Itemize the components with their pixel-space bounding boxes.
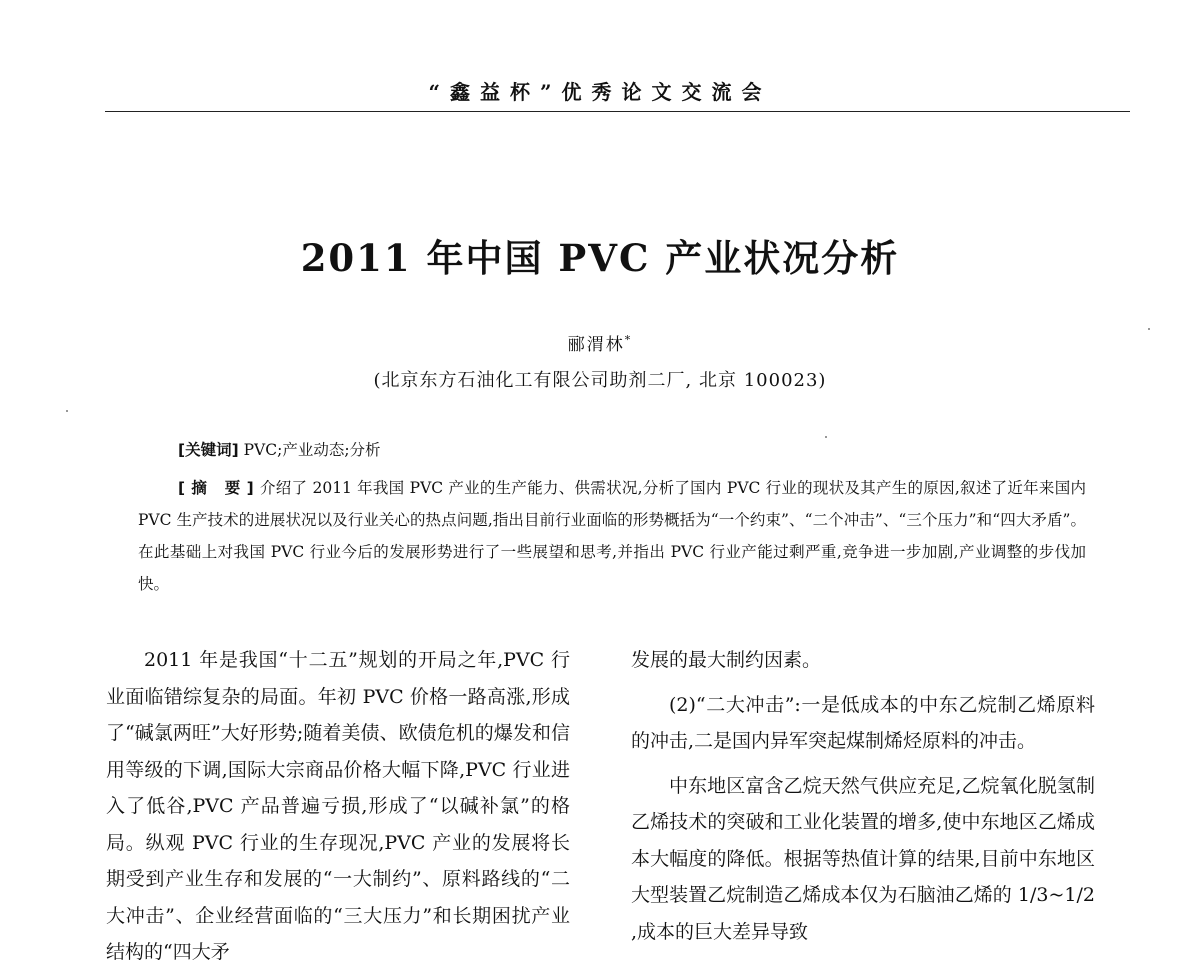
keywords-text: PVC;产业动态;分析 (243, 441, 381, 459)
author-line (0, 330, 1200, 355)
scan-speck (1148, 328, 1150, 330)
abstract-text: 介绍了 2011 年我国 PVC 产业的生产能力、供需状况,分析了国内 PVC 行业的现状及其产生的原因,叙述了近年来国内 PVC 生产技术的进展状况以及行业关心的热点问题,指出目前行业面临的形势概括为“一个约束”、“二个冲击”、“三个压力”和“四大矛盾”。在此基础上对我国 PVC 行业今后的发展形势进行了一些展望和思考,并指出 PVC 行业产能过剩严重,竞争进一步加剧,产业调整的步伐加快。 (138, 479, 1086, 593)
body-paragraph: (2)“二大冲击”:一是低成本的中东乙烷制乙烯原料的冲击,二是国内异军突起煤制烯烃原料的冲击。 (631, 693, 1095, 752)
body-column-left (106, 642, 570, 971)
keywords (178, 438, 1118, 460)
body-paragraph: 发展的最大制约因素。 (631, 649, 822, 671)
running-header: “鑫益杯”优秀论文交流会 (428, 80, 772, 104)
body-paragraph: 中东地区富含乙烷天然气供应充足,乙烷氧化脱氢制乙烯技术的突破和工业化装置的增多,使中东地区乙烯成本大幅度的降低。根据等热值计算的结果,目前中东地区大型装置乙烷制造乙烯成本仅为石脑油乙烯的 1/3~1/2 ,成本的巨大差异导致 (631, 774, 1095, 943)
abstract-label: [摘 要] (178, 479, 260, 497)
header-rule (105, 111, 1130, 112)
affiliation: (北京东方石油化工有限公司助剂二厂, 北京 100023) (373, 370, 827, 391)
body-column-right (631, 642, 1095, 950)
abstract (138, 472, 1086, 600)
body-paragraph: 2011 年是我国“十二五”规划的开局之年,PVC 行业面临错综复杂的局面。年初 PVC 价格一路高涨,形成了“碱氯两旺”大好形势;随着美债、欧债危机的爆发和信用等级的下调,国际大宗商品价格大幅下降,PVC 行业进入了低谷,PVC 产品普遍亏损,形成了“以碱补氯”的格局。纵观 PVC 行业的生存现况,PVC 产业的发展将长期受到产业生存和发展的“一大制约”、原料路线的“二大冲击”、企业经营面临的“三大压力”和长期困扰产业结构的“四大矛 (106, 649, 570, 963)
author-footnote-mark: * (624, 333, 633, 347)
author-name: 郦渭林 (567, 335, 625, 355)
scan-speck (825, 436, 827, 438)
paper-title: 2011 年中国 PVC 产业状况分析 (300, 236, 900, 280)
scan-speck (66, 410, 68, 412)
keywords-label: [关键词] (178, 441, 239, 459)
